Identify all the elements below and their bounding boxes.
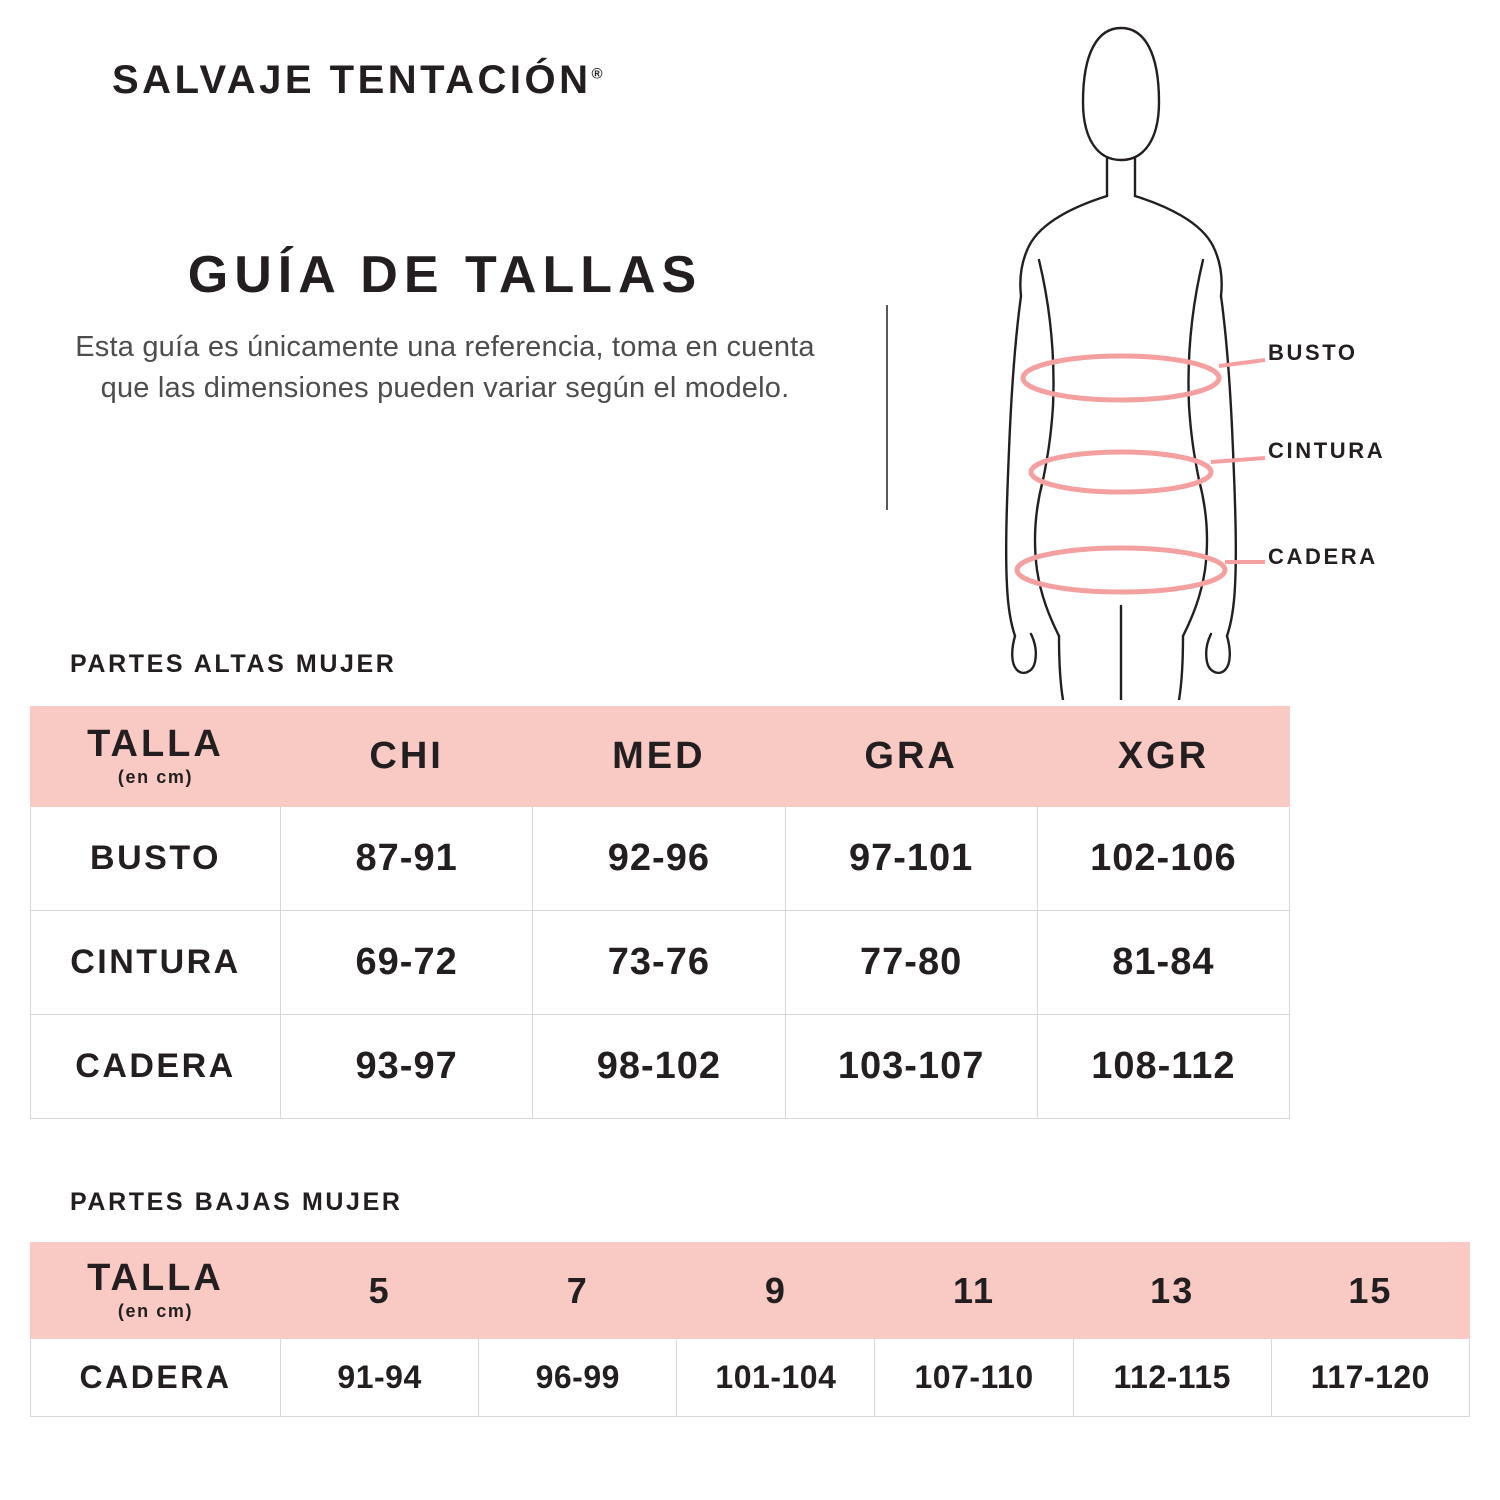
table-cell: 93-97 <box>281 1015 533 1119</box>
page-title: GUÍA DE TALLAS <box>187 246 703 304</box>
table-cell: 81-84 <box>1037 911 1289 1015</box>
label-waist: CINTURA <box>1268 438 1386 463</box>
row-label: CADERA <box>31 1015 281 1119</box>
bottoms-size-table <box>30 1242 1470 1417</box>
measurement-labels <box>1268 0 1498 690</box>
brand-logo <box>112 58 603 103</box>
intro-block <box>60 245 830 409</box>
table-cell: 69-72 <box>281 911 533 1015</box>
row-label: CADERA <box>31 1339 281 1417</box>
table-cell: 98-102 <box>533 1015 785 1119</box>
tops-column-header: XGR <box>1037 707 1289 807</box>
vertical-divider <box>886 305 888 510</box>
table-row <box>31 911 1290 1015</box>
body-outline-svg <box>955 10 1285 700</box>
bottoms-column-header: 15 <box>1271 1243 1469 1339</box>
bottoms-column-header: 7 <box>479 1243 677 1339</box>
bottoms-size-label: TALLA <box>87 1257 224 1300</box>
female-body-figure <box>955 10 1285 700</box>
registered-trademark-icon: ® <box>591 65 603 83</box>
tops-size-header <box>31 707 281 807</box>
table-cell: 96-99 <box>479 1339 677 1417</box>
table-cell: 102-106 <box>1037 807 1289 911</box>
table-cell: 87-91 <box>281 807 533 911</box>
tops-size-label: TALLA <box>87 723 224 766</box>
tops-size-table <box>30 706 1290 1119</box>
table-row <box>31 1015 1290 1119</box>
tops-column-header: CHI <box>281 707 533 807</box>
table-cell: 91-94 <box>281 1339 479 1417</box>
intro-description: Esta guía es únicamente una referencia, toma en cuenta que las dimensiones pueden variar según el modelo. <box>75 331 815 405</box>
bottoms-column-header: 9 <box>677 1243 875 1339</box>
table-cell: 101-104 <box>677 1339 875 1417</box>
tops-unit-note: (en cm) <box>117 766 194 787</box>
row-label: CINTURA <box>31 911 281 1015</box>
table-header-row <box>31 707 1290 807</box>
hip-measure-line <box>1017 548 1225 592</box>
table-cell: 97-101 <box>785 807 1037 911</box>
table-cell: 117-120 <box>1271 1339 1469 1417</box>
row-label: BUSTO <box>31 807 281 911</box>
label-bust: BUSTO <box>1268 340 1358 365</box>
bottoms-column-header: 11 <box>875 1243 1073 1339</box>
table-cell: 73-76 <box>533 911 785 1015</box>
bottoms-unit-note: (en cm) <box>117 1300 194 1321</box>
bottoms-section-title: PARTES BAJAS MUJER <box>70 1188 403 1216</box>
table-cell: 107-110 <box>875 1339 1073 1417</box>
table-header-row <box>31 1243 1470 1339</box>
table-row <box>31 1339 1470 1417</box>
table-cell: 103-107 <box>785 1015 1037 1119</box>
table-row <box>31 807 1290 911</box>
bottoms-size-header <box>31 1243 281 1339</box>
table-cell: 108-112 <box>1037 1015 1289 1119</box>
tops-column-header: MED <box>533 707 785 807</box>
waist-measure-line <box>1031 452 1211 492</box>
table-cell: 92-96 <box>533 807 785 911</box>
bottoms-column-header: 13 <box>1073 1243 1271 1339</box>
table-cell: 77-80 <box>785 911 1037 1015</box>
brand-name: SALVAJE TENTACIÓN <box>112 58 592 102</box>
label-hip: CADERA <box>1268 544 1378 569</box>
tops-column-header: GRA <box>785 707 1037 807</box>
bottoms-column-header: 5 <box>281 1243 479 1339</box>
tops-section-title: PARTES ALTAS MUJER <box>70 650 397 678</box>
table-cell: 112-115 <box>1073 1339 1271 1417</box>
